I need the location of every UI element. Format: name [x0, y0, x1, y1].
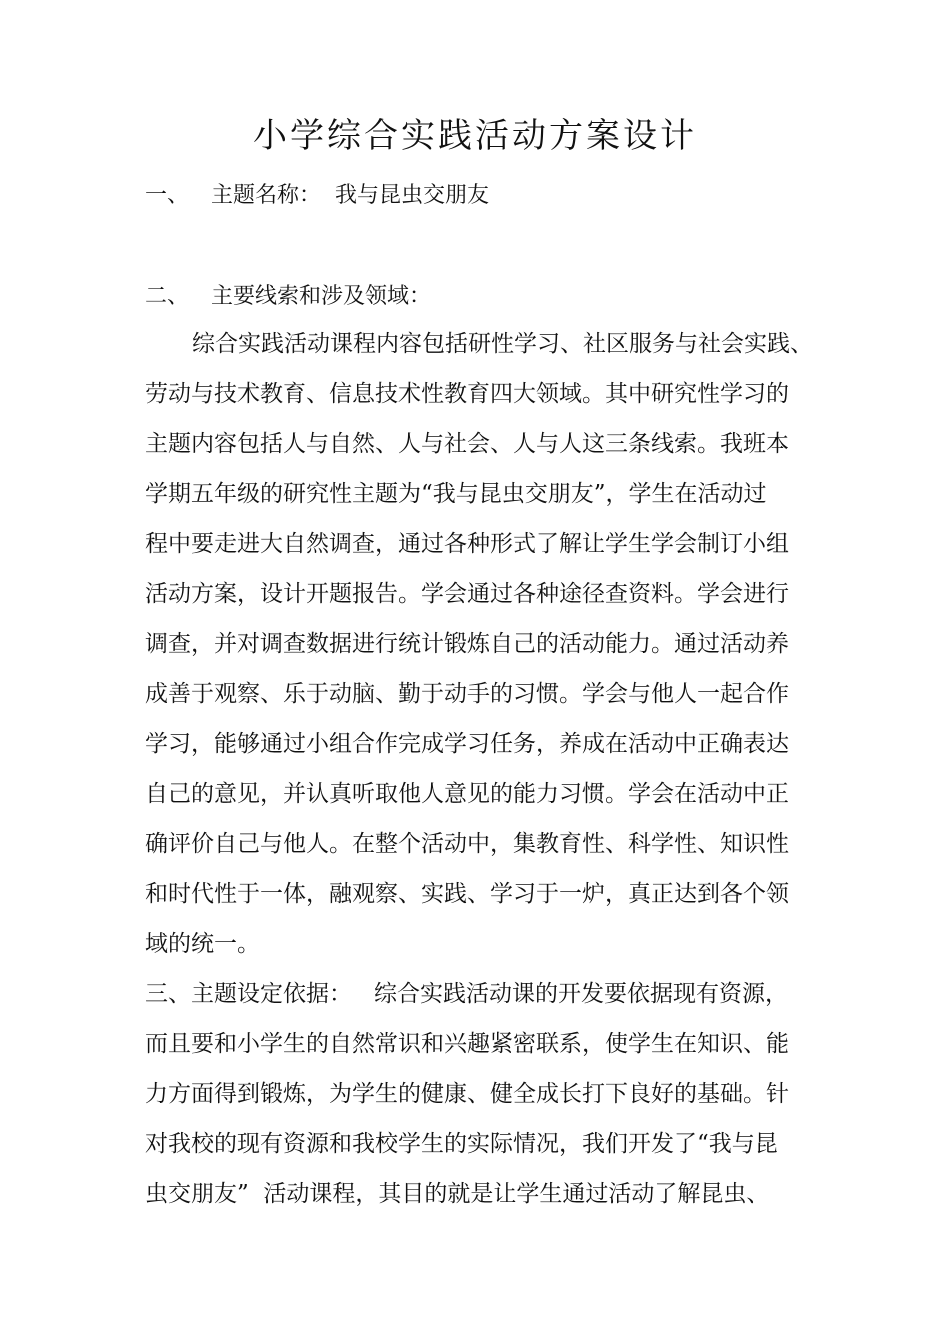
section-2-label: 主要线索和涉及领域： — [211, 284, 432, 309]
section-1-label: 主题名称： — [211, 183, 322, 208]
section-3-first-line: 综合实践活动课的开发要依据现有资源， — [374, 981, 788, 1007]
section-1-value: 我与昆虫交朋友 — [335, 183, 490, 208]
paragraph-line: 调查，并对调查数据进行统计锻炼自己的活动能力。通过活动养 — [145, 631, 789, 657]
paragraph-line: 确评价自己与他人。在整个活动中，集教育性、科学性、知识性 — [145, 831, 789, 857]
section-2-number: 二、 — [145, 284, 190, 309]
paragraph-line: 劳动与技术教育、信息技术性教育四大领域。其中研究性学习的 — [145, 381, 789, 407]
paragraph-line: 力方面得到锻炼，为学生的健康、健全成长打下良好的基础。针 — [145, 1081, 789, 1107]
section-1-number: 一、 — [145, 183, 190, 208]
paragraph-line: 虫交朋友” 活动课程，其目的就是让学生通过活动了解昆虫、 — [145, 1181, 770, 1207]
paragraph-line: 而且要和小学生的自然常识和兴趣紧密联系，使学生在知识、能 — [145, 1031, 789, 1057]
section-3-label: 主题设定依据： — [191, 981, 352, 1007]
paragraph-line: 和时代性于一体，融观察、实践、学习于一炉，真正达到各个领 — [145, 881, 789, 907]
paragraph-line: 学习，能够通过小组合作完成学习任务，养成在活动中正确表达 — [145, 731, 789, 757]
paragraph-line: 对我校的现有资源和我校学生的实际情况，我们开发了“我与昆 — [145, 1131, 778, 1157]
section-3-number: 三、 — [145, 981, 191, 1007]
paragraph-line: 程中要走进大自然调查，通过各种形式了解让学生学会制订小组 — [145, 531, 789, 557]
paragraph-line: 活动方案，设计开题报告。学会通过各种途径查资料。学会进行 — [145, 581, 789, 607]
paragraph-line: 域的统一。 — [145, 931, 260, 957]
paragraph-line: 综合实践活动课程内容包括研性学习、社区服务与社会实践、 — [192, 331, 813, 357]
paragraph-line: 成善于观察、乐于动脑、勤于动手的习惯。学会与他人一起合作 — [145, 681, 789, 707]
paragraph-line: 自己的意见，并认真听取他人意见的能力习惯。学会在活动中正 — [145, 781, 789, 807]
section-1-heading — [145, 181, 489, 211]
document-title: 小学综合实践活动方案设计 — [253, 116, 697, 156]
section-2-heading — [145, 282, 431, 312]
paragraph-line: 学期五年级的研究性主题为“我与昆虫交朋友”，学生在活动过 — [145, 481, 767, 507]
paragraph-line: 主题内容包括人与自然、人与社会、人与人这三条线索。我班本 — [145, 431, 789, 457]
section-3-heading — [145, 978, 835, 1010]
